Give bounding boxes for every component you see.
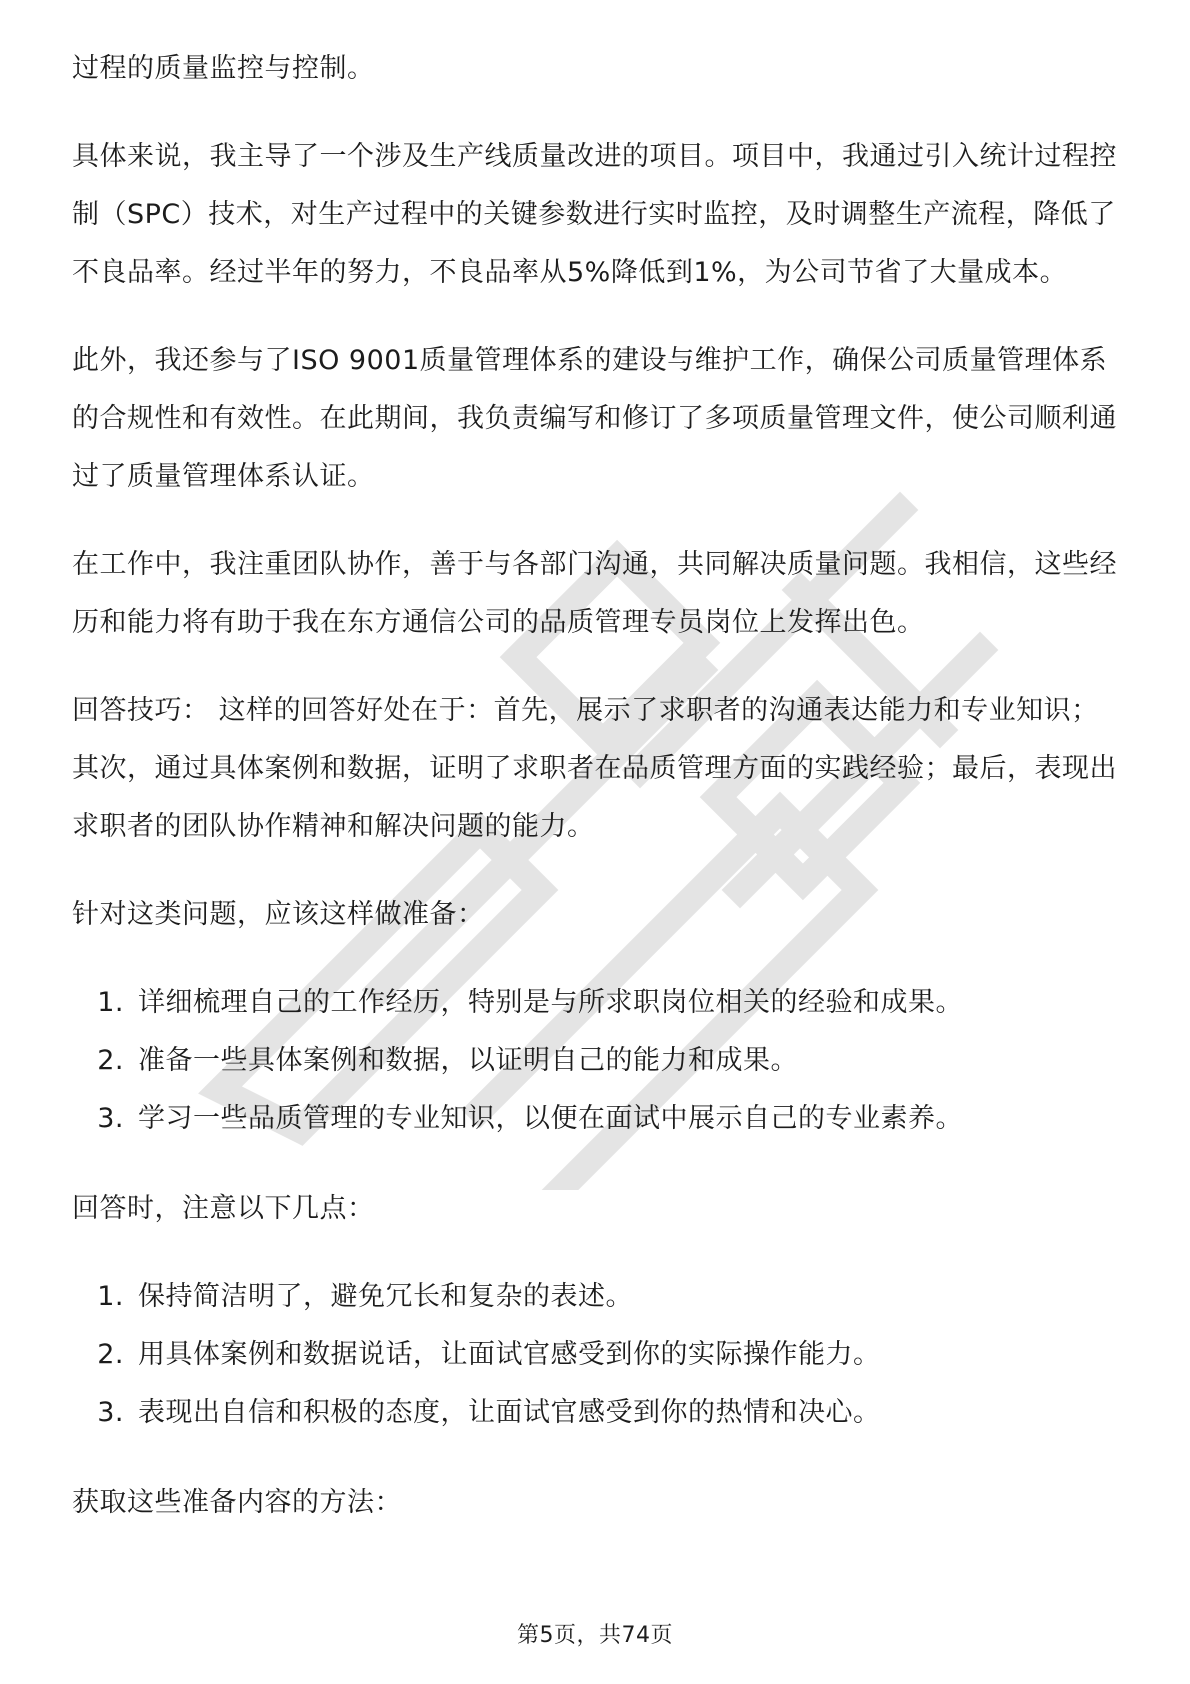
list-text: 表现出自信和积极的态度，让面试官感受到你的热情和决心。: [138, 1397, 881, 1428]
prep-list: [72, 974, 1122, 1148]
list-number: 1.: [97, 987, 124, 1018]
list-text: 详细梳理自己的工作经历，特别是与所求职岗位相关的经验和成果。: [138, 987, 963, 1018]
page-footer: 第5页，共74页: [517, 1623, 673, 1648]
list-number: 2.: [97, 1339, 124, 1370]
list-item: [72, 1326, 1122, 1384]
list-number: 3.: [97, 1103, 124, 1134]
list-item: [72, 1384, 1122, 1442]
list-number: 1.: [97, 1281, 124, 1312]
paragraph-prep-heading: 针对这类问题，应该这样做准备：: [72, 899, 485, 930]
list-number: 3.: [97, 1397, 124, 1428]
list-item: [72, 1090, 1122, 1148]
list-item: [72, 974, 1122, 1032]
list-item: [72, 1032, 1122, 1090]
paragraph-iso: 此外，我还参与了ISO 9001质量管理体系的建设与维护工作，确保公司质量管理体系的合规性和有效性。在此期间，我负责编写和修订了多项质量管理文件，使公司顺利通过了质量管理体系认证。: [72, 345, 1117, 492]
list-text: 学习一些品质管理的专业知识，以便在面试中展示自己的专业素养。: [138, 1103, 963, 1134]
paragraph-intro-tail: 过程的质量监控与控制。: [72, 53, 375, 84]
paragraph-answer-tips: 回答技巧： 这样的回答好处在于：首先，展示了求职者的沟通表达能力和专业知识；其次，通过具体案例和数据，证明了求职者在品质管理方面的实践经验；最后，表现出求职者的团队协作精神和解决问题的能力。: [72, 695, 1117, 842]
paragraph-answer-heading: 回答时，注意以下几点：: [72, 1193, 375, 1224]
list-number: 2.: [97, 1045, 124, 1076]
list-text: 用具体案例和数据说话，让面试官感受到你的实际操作能力。: [138, 1339, 881, 1370]
paragraph-method-heading: 获取这些准备内容的方法：: [72, 1487, 402, 1518]
paragraph-teamwork: 在工作中，我注重团队协作，善于与各部门沟通，共同解决质量问题。我相信，这些经历和能力将有助于我在东方通信公司的品质管理专员岗位上发挥出色。: [72, 549, 1117, 638]
answer-list: [72, 1268, 1122, 1442]
list-text: 准备一些具体案例和数据，以证明自己的能力和成果。: [138, 1045, 798, 1076]
list-text: 保持简洁明了，避免冗长和复杂的表述。: [138, 1281, 633, 1312]
list-item: [72, 1268, 1122, 1326]
paragraph-project: 具体来说，我主导了一个涉及生产线质量改进的项目。项目中，我通过引入统计过程控制（SPC）技术，对生产过程中的关键参数进行实时监控，及时调整生产流程，降低了不良品率。经过半年的努力，不良品率从5%降低到1%，为公司节省了大量成本。: [72, 141, 1117, 288]
document-body: [72, 40, 1122, 1562]
